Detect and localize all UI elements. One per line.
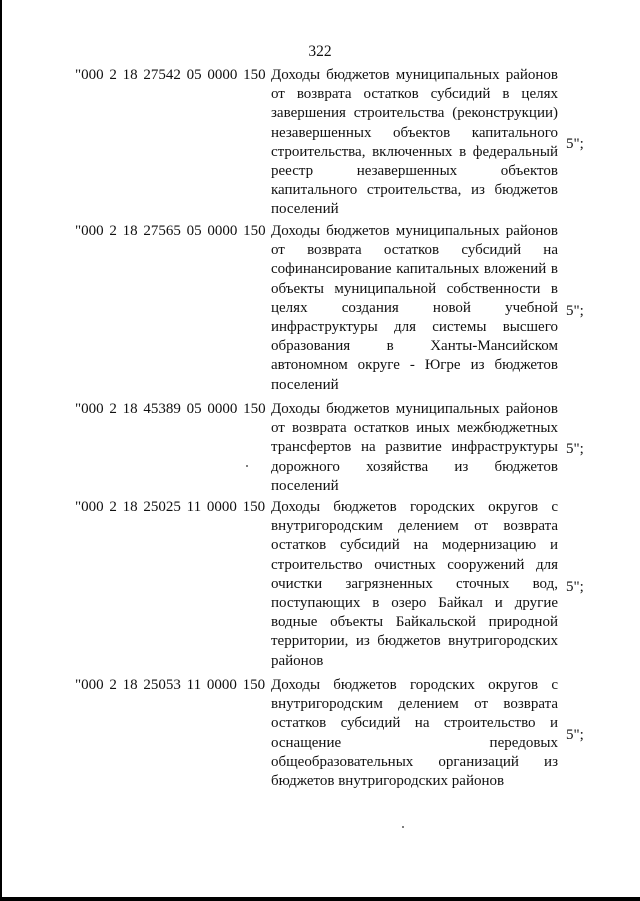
- page-number: 322: [308, 43, 332, 60]
- scan-bottom-edge: [0, 897, 640, 901]
- entry-share: 5";: [566, 441, 584, 457]
- scan-speck: [246, 465, 248, 467]
- scan-left-edge: [0, 0, 2, 901]
- entry-code: "000 2 18 25025 11 0000 150: [75, 499, 266, 515]
- entry-code: "000 2 18 45389 05 0000 150: [75, 401, 266, 417]
- entry-code: "000 2 18 27542 05 0000 150: [75, 67, 266, 83]
- entry-description: Доходы бюджетов муниципальных районов от возврата остатков субсидий в целях завершения строительства (реконструкции) незавершенных объектов капитального строительства, включенных в федеральный реестр незавершенных объектов капитального строительства, из бюджетов поселений: [271, 67, 558, 218]
- entry-description: Доходы бюджетов городских округов с внутригородским делением от возврата остатков субсидий на строительство и оснащение передовых общеобразовательных организаций из бюджетов внутригородских районов: [271, 677, 558, 790]
- entry-description: Доходы бюджетов муниципальных районов от возврата остатков иных межбюджетных трансфертов на развитие инфраструктуры дорожного хозяйства из бюджетов поселений: [271, 401, 558, 494]
- entry-code: "000 2 18 25053 11 0000 150: [75, 677, 266, 693]
- entry-share: 5";: [566, 136, 584, 152]
- entry-share: 5";: [566, 303, 584, 319]
- entry-share: 5";: [566, 579, 584, 595]
- entry-share: 5";: [566, 727, 584, 743]
- entry-code: "000 2 18 27565 05 0000 150: [75, 223, 266, 239]
- entry-description: Доходы бюджетов городских округов с внутригородским делением от возврата остатков субсидий на модернизацию и строительство очистных сооружений для очистки загрязненных сточных вод, поступающих в озеро Байкал и другие водные объекты Байкальской природной территории, из бюджетов внутригородских районов: [271, 499, 558, 669]
- scan-speck: [402, 826, 404, 828]
- entry-description: Доходы бюджетов муниципальных районов от возврата остатков субсидий на софинансирование капитальных вложений в объекты муниципальной собственности в целях создания новой учебной инфраструктуры для системы высшего образования в Ханты-Мансийском автономном округе - Югре из бюджетов поселений: [271, 223, 558, 393]
